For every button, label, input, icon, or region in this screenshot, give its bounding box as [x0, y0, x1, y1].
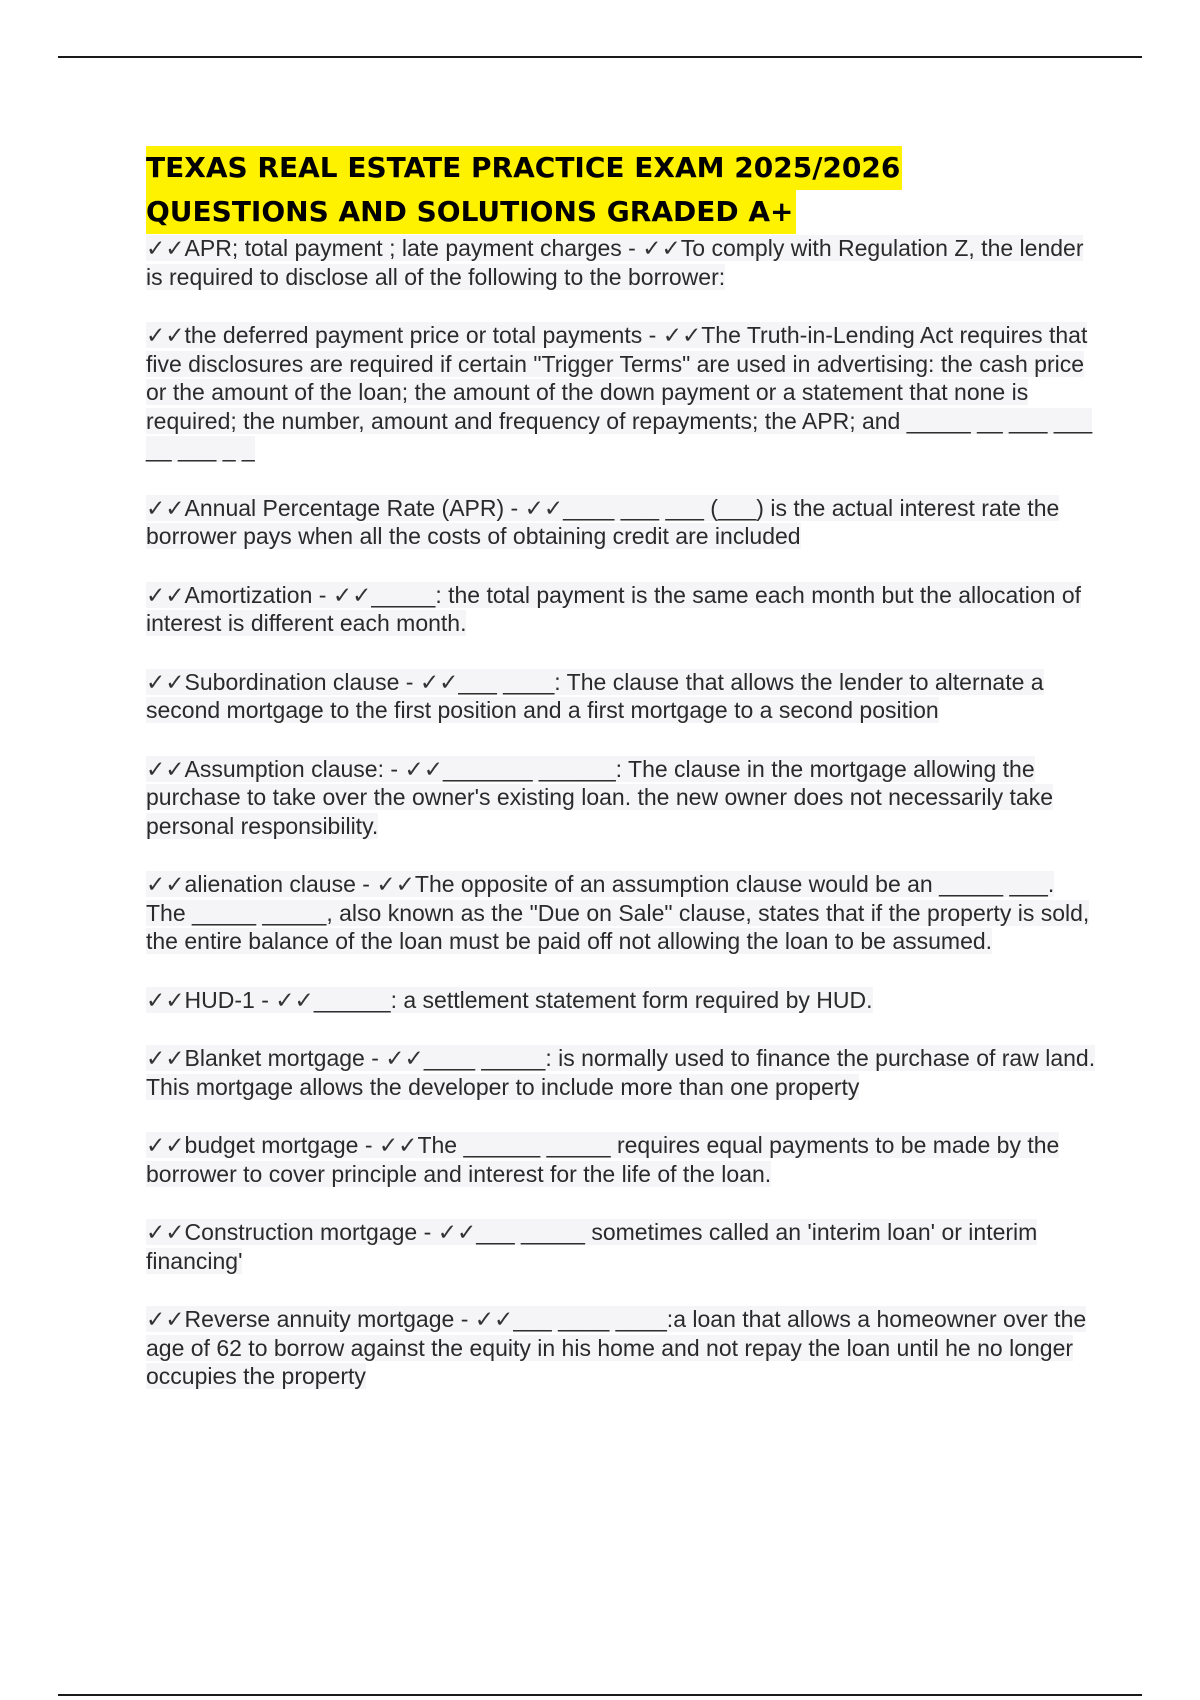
qa-term: Reverse annuity mortgage — [184, 1306, 455, 1332]
title-line-2: QUESTIONS AND SOLUTIONS GRADED A+ — [146, 190, 796, 234]
check-icon: ✓✓ — [146, 755, 185, 782]
qa-item-12: ✓✓Reverse annuity mortgage - ✓✓___ ____ ____:a loan that allows a homeowner over the age of 62 to borrow against the equity in his home and not repay the loan until he no longer occupies the property — [146, 1306, 1087, 1389]
check-icon: ✓✓ — [146, 1219, 185, 1245]
check-icon: ✓✓ — [437, 1219, 477, 1245]
qa-item-4: ✓✓Amortization - ✓✓_____: the total payment is the same each month but the allocation of interest is different each month. — [146, 581, 1081, 636]
check-icon: ✓✓ — [275, 986, 314, 1013]
qa-definition: _______ ______: The clause in the mortgage allowing the purchase to take over the owner's existing loan. the new owner does not necessarily take personal responsibility. — [146, 755, 1054, 839]
qa-term: the deferred payment price or total payments — [184, 322, 643, 348]
check-icon: ✓✓ — [146, 871, 185, 897]
qa-definition: ____ _____: is normally used to finance the purchase of raw land. This mortgage allows the developer to include more than one property — [146, 1045, 1096, 1100]
check-icon: ✓✓ — [419, 668, 459, 695]
check-icon: ✓✓ — [404, 755, 443, 782]
qa-definition: ___ ____: The clause that allows the lender to alternate a second mortgage to the first position and a first mortgage to a second position — [146, 668, 1044, 723]
qa-item-2: ✓✓the deferred payment price or total payments - ✓✓The Truth-in-Lending Act requires that five disclosures are required if certain "Trigger Terms" are used in advertising: the cash price or the amount of the loan; the amount of the down payment or a statement that none is required; the number, amount and frequency of repayments; the APR; and _____ __ ___ ___ __ ___ _ _ — [146, 322, 1093, 462]
qa-definition: ______: a settlement statement form required by HUD. — [313, 986, 873, 1013]
qa-item-9: ✓✓Blanket mortgage - ✓✓____ _____: is normally used to finance the purchase of raw land. This mortgage allows the developer to include more than one property — [146, 1045, 1096, 1100]
check-icon: ✓✓ — [376, 871, 415, 897]
qa-item-6: ✓✓Assumption clause: - ✓✓_______ ______: The clause in the mortgage allowing the purchase to take over the owner's existing loan. the new owner does not necessarily take personal responsibility. — [146, 755, 1054, 839]
qa-definition: ____ ___ ___ (___) is the actual interest rate the borrower pays when all the costs of obtaining credit are included — [146, 494, 1060, 549]
check-icon: ✓✓ — [146, 1045, 185, 1071]
qa-definition: _____: the total payment is the same each month but the allocation of interest is different each month. — [146, 581, 1081, 636]
qa-item-3: ✓✓Annual Percentage Rate (APR) - ✓✓____ ___ ___ (___) is the actual interest rate the borrower pays when all the costs of obtaining credit are included — [146, 494, 1060, 549]
check-icon: ✓✓ — [146, 322, 185, 348]
bottom-rule — [58, 1694, 1142, 1696]
check-icon: ✓✓ — [642, 235, 681, 261]
qa-term: Blanket mortgage — [184, 1045, 365, 1071]
check-icon: ✓✓ — [378, 1132, 418, 1158]
top-rule — [58, 56, 1142, 58]
check-icon: ✓✓ — [146, 494, 185, 521]
qa-item-11: ✓✓Construction mortgage - ✓✓___ _____ sometimes called an 'interim loan' or interim financing' — [146, 1219, 1038, 1274]
qa-term: APR; total payment ; late payment charges — [184, 235, 622, 261]
check-icon: ✓✓ — [332, 581, 372, 608]
qa-definition: The opposite of an assumption clause would be an _____ ___. The _____ _____, also known as the "Due on Sale" clause, states that if the property is sold, the entire balance of the loan must be paid off not allowing the loan to be assumed. — [146, 871, 1090, 954]
document-body — [146, 146, 1096, 1391]
qa-term: budget mortgage — [184, 1132, 359, 1158]
check-icon: ✓✓ — [146, 581, 185, 608]
title-line-1: TEXAS REAL ESTATE PRACTICE EXAM 2025/2026 — [146, 146, 902, 190]
qa-item-7: ✓✓alienation clause - ✓✓The opposite of an assumption clause would be an _____ ___. The _____ _____, also known as the "Due on Sale" clause, states that if the property is sold, the entire balance of the loan must be paid off not allowing the loan to be assumed. — [146, 871, 1090, 954]
document-title — [146, 146, 1096, 234]
qa-definition: The ______ _____ requires equal payments to be made by the borrower to cover principle and interest for the life of the loan. — [146, 1132, 1060, 1187]
qa-definition: ___ _____ sometimes called an 'interim loan' or interim financing' — [146, 1219, 1038, 1274]
qa-definition: ___ ____ ____:a loan that allows a homeowner over the age of 62 to borrow against the equity in his home and not repay the loan until he no longer occupies the property — [146, 1306, 1087, 1389]
qa-item-10: ✓✓budget mortgage - ✓✓The ______ _____ requires equal payments to be made by the borrower to cover principle and interest for the life of the loan. — [146, 1132, 1060, 1187]
qa-term: Annual Percentage Rate (APR) — [184, 494, 505, 521]
qa-term: Assumption clause: — [184, 755, 384, 782]
check-icon: ✓✓ — [146, 986, 185, 1013]
qa-item-5: ✓✓Subordination clause - ✓✓___ ____: The clause that allows the lender to alternate a second mortgage to the first position and a first mortgage to a second position — [146, 668, 1044, 723]
check-icon: ✓✓ — [524, 494, 564, 521]
check-icon: ✓✓ — [385, 1045, 424, 1071]
qa-term: Construction mortgage — [184, 1219, 418, 1245]
qa-item-8: ✓✓HUD-1 - ✓✓______: a settlement statement form required by HUD. — [146, 986, 873, 1013]
qa-term: Amortization — [184, 581, 313, 608]
check-icon: ✓✓ — [146, 1132, 185, 1158]
qa-item-1: ✓✓APR; total payment ; late payment charges - ✓✓To comply with Regulation Z, the lender is required to disclose all of the following to the borrower: — [146, 235, 1084, 290]
check-icon: ✓✓ — [474, 1306, 514, 1332]
qa-term: HUD-1 — [184, 986, 255, 1013]
qa-term: Subordination clause — [184, 668, 400, 695]
check-icon: ✓✓ — [146, 668, 185, 695]
check-icon: ✓✓ — [662, 322, 702, 348]
check-icon: ✓✓ — [146, 235, 185, 261]
qa-definition: The Truth-in-Lending Act requires that five disclosures are required if certain "Trigger Terms" are used in advertising: the cash price or the amount of the loan; the amount of the down payment or a statement that none is required; the number, amount and frequency of repayments; the APR; and _____ __ ___ ___ __ ___ _ _ — [146, 322, 1093, 462]
qa-term: alienation clause — [184, 871, 356, 897]
check-icon: ✓✓ — [146, 1306, 185, 1332]
qa-definition: To comply with Regulation Z, the lender is required to disclose all of the following to the borrower: — [146, 235, 1084, 290]
